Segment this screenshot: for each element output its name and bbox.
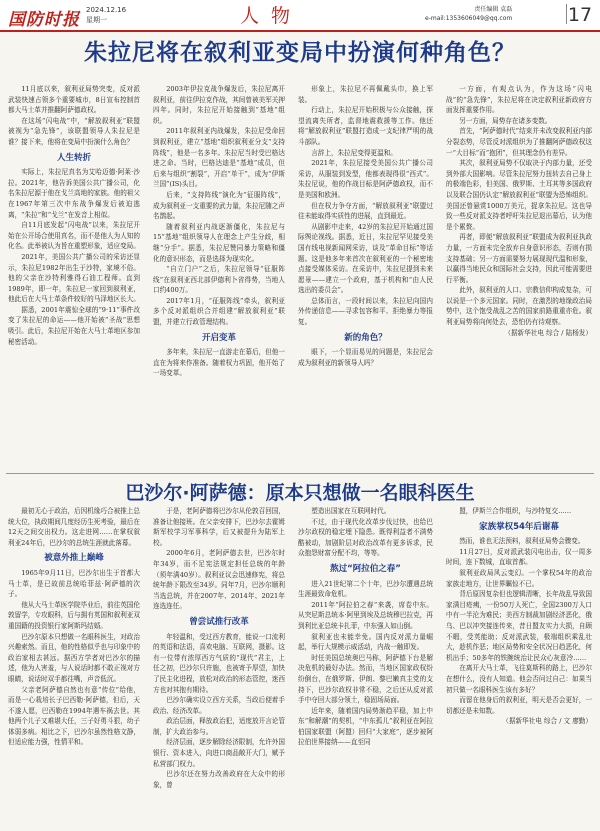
paragraph: 巴沙尔原本只想做一名眼科医生，对政治兴趣索然。而且，他的性格似乎也与印象中的政治家相去甚远。据西方学者对巴沙尔的描述，他为人害羞，与人说话时都不敢正视对方眼睛，说话时双手都往嘴，声音低沉。 bbox=[8, 632, 140, 683]
article1-headline: 朱拉尼将在叙利亚变局中扮演何种角色？ bbox=[84, 40, 516, 66]
newspaper-masthead: 国防时报 bbox=[8, 10, 80, 30]
article2-signature: （据新华社电 综合 / 文 廖勤） bbox=[502, 717, 592, 726]
paragraph: 年轻温和，受过西方教育，能说一口流利的英语和法语，喜欢电脑、互联网，摄影。这有一位带有浓厚西方气质的“现代”君主，上任之初，巴沙尔只许施，也被寄予厚望，加快了民主化进程，放松对政治的形态管控，迷西方也对其抱有期待。 bbox=[153, 632, 285, 694]
paragraph: 言辞上，朱拉尼变得更温和。 bbox=[311, 148, 397, 157]
article1-subhead-3: 新的角色？ bbox=[344, 332, 387, 343]
paragraph: 2011年“阿拉伯之春”来袭，席卷中东。从突尼斯总统本·阿里到埃及总统穆巴拉克，再到利比亚总统卡扎菲，中东强人如山倒。 bbox=[298, 600, 433, 630]
paragraph: 一方面，有观点认为，作为这场“闪电战”的“急先锋”，朱拉尼将在决定叙利亚新政府方面发挥重要作用。 bbox=[446, 85, 592, 115]
article-divider bbox=[6, 473, 594, 474]
article2-subhead-3: 熬过“阿拉伯之春” bbox=[330, 563, 401, 574]
paragraph: 最初无心于政治，后因机缘巧合被推上总统大位，执政期间几度经历生死考验，最后在12天之间交出权力。这走进网……在掌权叙利亚24年后，巴沙尔的总统生涯就此落幕。 bbox=[8, 507, 140, 547]
article1-column-1 bbox=[8, 84, 140, 470]
paragraph: 巴沙尔还在努力改善政府在大众中的形象，曾 bbox=[153, 770, 285, 789]
paragraph: 叙利亚也未能幸免。国内反对派力量崛起，举行大规模示威活动，内战一触即发。 bbox=[298, 632, 433, 652]
paragraph: 而留在他身后的叙利亚，明天是否会更好，一切都还是未知数。 bbox=[446, 696, 592, 715]
paragraph: 政治层面，释放政治犯，适度放开言论管制，扩大政治参与。 bbox=[153, 717, 285, 736]
email-line: e-mail:1353606049@qq.com bbox=[425, 15, 513, 22]
article2-column-2 bbox=[153, 506, 285, 826]
article1-subhead-1: 人生转折 bbox=[56, 152, 91, 163]
article2-column-4 bbox=[446, 506, 592, 826]
header-rule bbox=[0, 30, 600, 32]
paragraph: 首先，“阿萨德时代”结束并未改变叙利亚内部分裂态势，尽管反对派组织为了推翻阿萨德政权这一“大目标”而“抱团”，但其理念仍有差异。 bbox=[446, 127, 592, 157]
paragraph: 在这场“闪电战”中，“解放叙利亚”联盟被视为“急先锋”，该联盟领导人朱拉尼是谁？接下来，他将在变局中扮演什么角色？ bbox=[8, 116, 140, 146]
paragraph: 11月底以来，叙利亚局势突变，反对派武装快速占领多个重要城市，8日宣布控制首都大马士革并推翻阿萨德政权。 bbox=[8, 85, 140, 115]
paragraph: 从剧影中走来，42岁的朱拉尼开始通过国际舆论视线。据悉，近日，朱拉尼罕见接受美国有线电视新闻网采访，谈及“革命目标”等话题。这是他多年来首次在叙利亚的一个秘密地点接受媒体采访。在采访中，朱拉尼提到未来愿景——建立一个政府，基于机构和“由人民选出的委员会”。 bbox=[298, 222, 433, 295]
section-title: 人物 bbox=[240, 5, 303, 27]
paragraph: 自11月底发起“闪电战”以来，朱拉尼开始在公开场合使用真名，而不是他人为人知的化名。此举被认为旨在重塑形象，适应变局。 bbox=[8, 221, 140, 251]
paragraph: 2011年叙利亚内战爆发，朱拉尼受命回到叙利亚，建立“基地”组织叙利亚分支“支持阵线”，他是一名多年。朱拉尼当时受巴格达进之命。当时，巴格达迪是“基地”成员，但后来与组织“割裂”，开启“单干”，成为“伊斯兰国”(IS)头目。 bbox=[153, 127, 285, 189]
paragraph: 实际上，朱拉尼真名为艾哈迈德·阿莱·沙拉。2021年，他告诉美国公共广播公司，化名朱拉尼源于他在戈兰高地的家族。他的祖父在1967年第三次中东战争爆发后被迫逃离，“朱拉”和“戈兰”在发音上相似。 bbox=[8, 168, 140, 219]
paragraph: 经济层面，逐步解除经济限制，允许外国银行、资本进入，向进口商品敞开大门，赋予私营部门权力。 bbox=[153, 738, 285, 768]
paragraph: 眼下，一个显而易见的问题是，朱拉尼会成为叙利亚的新领导人吗？ bbox=[298, 348, 433, 367]
paragraph: 2017年1月，“征服阵线”牵头，叙利亚多个反对派组织合并组建“解放叙利亚”联盟，并建立行政管理结构。 bbox=[153, 296, 285, 327]
paragraph: 近年来，随着国内局势渐趋平稳，加上中东“和解潮”的契机，“中东孤儿”叙利亚在阿拉伯国家联盟（阿盟）回归“大家庭”，逐步被阿拉伯世界接纳——直至同 bbox=[298, 706, 433, 747]
editor-line: 责任编辑 袁磊 bbox=[474, 6, 513, 13]
paragraph: 2000年6月，老阿萨德去世，巴沙尔时年34岁，而不足宪法规定担任总统的年龄（须年满40岁）。叙利亚议会迅速修宪，将总统年龄下限改至34岁。同年7月，巴沙尔顺利当选总统，并在2007年、2014年、2021年连选连任。 bbox=[153, 549, 285, 611]
paragraph: 后来，“支持阵线”演化为“征服阵线”，成为叙利亚一支重要的武力量，朱拉尼随之声名鹊起。 bbox=[153, 190, 285, 221]
paragraph: 叙利亚政局风云变幻。一个掌权54年的政治家族走地方，让世界瞩惊不已。 bbox=[446, 568, 592, 588]
paragraph: 1965年9月11日，巴沙尔出生于首都大马士革，是已故前总统哈菲兹·阿萨德的次子。 bbox=[8, 568, 140, 599]
paragraph: 2021年，美国公共广播公司的采访还显示，朱拉尼1982年出生于沙特，家境不俗。他的父亲在沙特利雅得石油工程师。直到1989年，即一年，朱拉尼一家回到叙利亚，他此后在大马士革条件较好的马泽地区长大。 bbox=[8, 252, 140, 304]
article1-column-2 bbox=[153, 84, 285, 470]
page-number: 17 bbox=[567, 4, 593, 26]
date: 2024.12.16 bbox=[86, 6, 127, 14]
paragraph: 他从大马士革医学院毕业后，前往英国伦敦留学，专攻眼科，后与拥有英国和叙利亚双重国籍的投资银行家阿斯玛结婚。 bbox=[8, 600, 140, 630]
article1-signature: （据新华社电 综合 / 陆杨发） bbox=[504, 328, 592, 337]
paragraph: 此外，叙利亚的人口、宗教信仰构成复杂，可以说是一个多元国家。同时，在激烈的地缘政治局势中，这个饱受战乱之苦的国家前路重重亦危。叙利亚局势将向何处去，恐怕仍有待观察。 bbox=[446, 286, 592, 327]
article2-subhead-1: 被意外推上巅峰 bbox=[44, 553, 104, 564]
paragraph: 据悉，2001年震惊全球的“9·11”事件改变了朱拉尼的命运——他开始被“圣战”思想吸引。此后，朱拉尼开始在大马士革地区参加秘密活动。 bbox=[8, 305, 140, 346]
paragraph: 在离开大马士革，飞往莫斯科的路上，巴沙尔在想什么，没有人知道。他会否问过自己：如果当初只做一名眼科医生该有多好？ bbox=[446, 664, 592, 694]
paragraph: 盟，伊斯兰合作组织，与沙特复交…… bbox=[459, 507, 572, 515]
paragraph: 背后原因复杂但也逻辑清晰，长年战乱导致国家满目疮痍，一份50万人死亡，全国2300万人口中有一半沦为难民；美西方制裁加剧经济恶化，俄乌、巴以冲突接连传来，昔日盟友实力大损，自顾不暇，受英能助；反对派武装，极端组织乘乱壮大，趁机作恶；地区局势和安全状况日趋恶化，何机出手；50多年的铁腕统治让民众心灰意冷…… bbox=[446, 590, 592, 662]
paragraph: 但在权力争夺方面，“解放叙利亚”联盟过往未能取得实质性的进展，直到最近。 bbox=[298, 201, 433, 221]
paragraph: 另一方面，局势存在诸多变数。 bbox=[459, 116, 552, 125]
article2-subhead-2: 曾尝试推行改革 bbox=[189, 616, 249, 627]
paragraph: 不过，由于现代化改革步伐过快，也给巴沙尔政权的稳定埋下隐患。既得利益者不满势酷被动，加剧阶层对政治改革有更多诉求，民众抱怨财富分配不均，等等。 bbox=[298, 517, 433, 558]
paragraph: 时任美国总统奥巴马称，阿萨德下台是解决危机的最好办法。然而，当地区国家政权纷纷倒台，在俄罗斯、伊朗、黎巴嫩真主党的支持下，巴沙尔政权非常不稳，之后还从反对派手中夺回大部分领土，稳固场局面。 bbox=[298, 653, 433, 705]
paragraph: 随着叙利亚内战逐渐僵化，朱拉尼与15“基地”组织领导人在理念上产生分歧，相继“分手”。据悉，朱拉尼赞同暴力策略和僵化的意识形态，而是选择为现实化。 bbox=[153, 222, 285, 263]
weekday: 星期一 bbox=[86, 16, 107, 24]
paragraph: 父亲老阿萨德自然也有意“传位”给他，而是一心栽培长子巴西勒·阿萨德，但后，天不遂人愿，巴西勒在1994年遇车祸去世。其他两个儿子又难堪大任，三子好勇斗狠，幼子体弱多病。相比之下，巴沙尔虽然性格文静，但适应能力强，性情平和。 bbox=[8, 685, 140, 747]
paragraph: 再者，即便“解放叙利亚”联盟成为叙利亚执政力量，一方面未完全放弃自身意识形态，否则有损支持基础；另一方面需要努力展现现代温和形象，以赢得当地民众和国际社会支持，因此可能需要进行平衡。 bbox=[446, 233, 592, 284]
paragraph: 于是，老阿萨德将巴沙尔从伦敦召回国，准备让他接班。在父亲安排下，巴沙尔去霍姆斯军校学习军事科学，后又被提升为陆军上校。 bbox=[153, 507, 285, 547]
paragraph: 塑造出国家在互联网时代。 bbox=[311, 507, 391, 515]
article2-column-1 bbox=[8, 506, 140, 826]
paragraph: 巴沙尔确实设立西方关系，当政后便着手政治、经济改革。 bbox=[153, 696, 285, 715]
article2-column-3 bbox=[298, 506, 433, 826]
issue-date bbox=[86, 5, 126, 25]
paragraph: 其次，叙利亚局势不仅取决于内部力量，还受到外部大国影响。尽管朱拉尼努力扭转去自己身上的极端色彩，但美国、俄罗斯、土耳其等多国政府以及联合国仍认定“解放叙利亚”联盟为恐怖组织。美国还曾悬赏1000万美元，捉拿朱拉尼。这也导致一些反对派支持者呼吁朱拉尼退出幕后，认为他是个累赘。 bbox=[446, 159, 592, 231]
paragraph: 进入21世纪第二个十年，巴沙尔遭遇总统生涯最致命危机。 bbox=[298, 579, 433, 599]
article1-subhead-2: 开启变革 bbox=[201, 332, 236, 343]
paragraph: “自立门户”之后，朱拉尼领导“征服阵线”在叙利亚西北部伊德利卜省得势，当地人口约400万。 bbox=[153, 265, 285, 295]
paragraph: 形象上，朱拉尼不再佩戴头巾，换上军装。 bbox=[298, 85, 433, 104]
paragraph: 然而，谁也无法预料，叙利亚局势会骤变。 bbox=[459, 537, 585, 546]
paragraph: 2021年，朱拉尼接受美国公共广播公司采访，从服装到发型，他都表现得很“西式”。朱拉尼说，他的作战目标是阿萨德政权，而不是美国和欧洲。 bbox=[298, 159, 433, 199]
article2-headline: 巴沙尔·阿萨德：原本只想做一名眼科医生 bbox=[125, 482, 475, 504]
page-header bbox=[0, 0, 600, 30]
paragraph: 2003年伊拉克战争爆发后，朱拉尼离开叙利亚，前往伊拉克作战，其间曾被美军关押四年。同时，朱拉尼开始接触到“基地”组织。 bbox=[153, 85, 285, 125]
article2-subhead-4: 家族掌权54年后谢幕 bbox=[479, 521, 559, 532]
editor-info bbox=[425, 5, 512, 23]
paragraph: 总体而言，一段时间以来，朱拉尼向国内外传递信息——寻求包容和平、拒绝暴力等报复。 bbox=[298, 296, 433, 327]
article1-column-4 bbox=[446, 84, 592, 470]
paragraph: 11月27日，反对派武装闪电出击，仅一周多时间，连下数城，直取首都。 bbox=[446, 547, 592, 567]
article1-column-3 bbox=[298, 84, 433, 470]
paragraph: 多年来，朱拉尼一直游走在幕后，但他一直在为将来作准备。随着权力巩固，他开始了一场变革。 bbox=[153, 348, 285, 378]
paragraph: 行动上，朱拉尼开始积极与公众接触，探望流离失所者，监督地震救援等工作。他还将“解放叙利亚”联盟打造成一支纪律严明的战斗部队。 bbox=[298, 106, 433, 146]
